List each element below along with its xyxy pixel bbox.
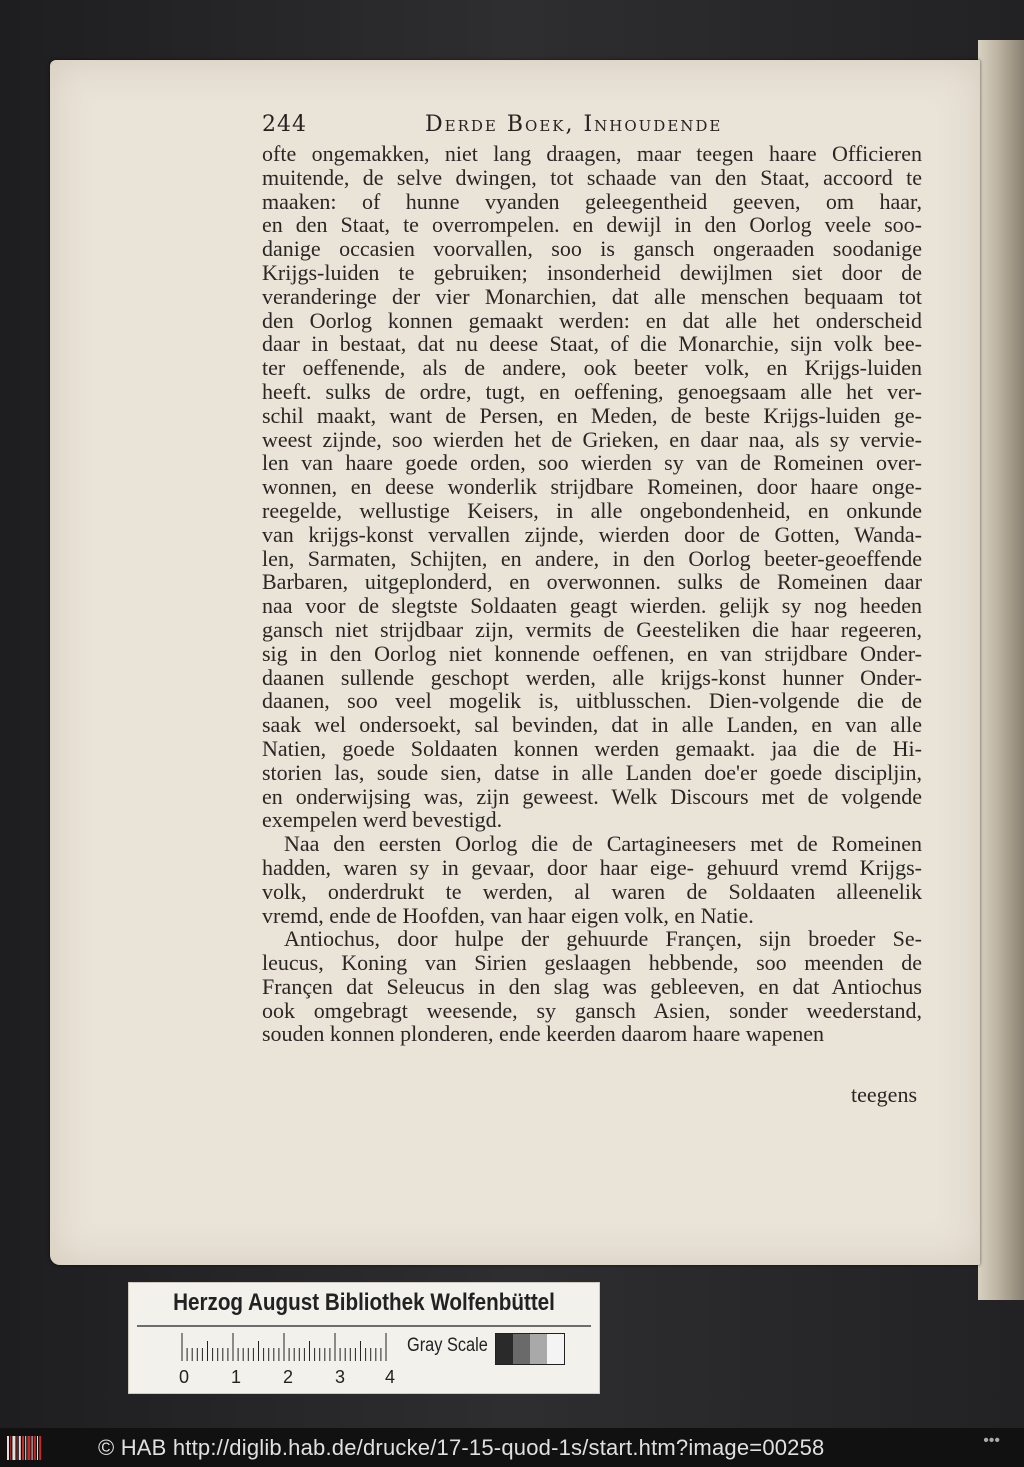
text-line: sig in den Oorlog niet konnende oeffenen, en van strijdbare Onder- (262, 640, 922, 666)
running-head (262, 112, 922, 142)
logo-bar (17, 1436, 18, 1460)
logo-bar (25, 1436, 26, 1460)
ruler-icon (181, 1333, 387, 1361)
text-line: Barbaren, uitgeplonderd, en overwonnen. sulks de Romeinen daar (262, 569, 922, 595)
ruler-number: 2 (283, 1367, 294, 1387)
text-line: muitende, de selve dwingen, tot schaade van den Staat, accoord te (262, 164, 922, 190)
text-line: hadden, waren sy in gevaar, door haar eige- gehuurd vremd Krijgs- (262, 854, 922, 880)
logo-bar (34, 1436, 36, 1460)
library-label-card (128, 1282, 600, 1394)
text-line: Natien, goede Soldaaten konnen werden gemaakt. jaa die de Hi- (262, 735, 922, 761)
text-line: en den Staat, te overrompelen. en dewijl in den Oorlog veele soo- (262, 212, 922, 238)
text-line: daanen, soo veel mogelik is, uitblusschen. Dien-volgende die de (262, 688, 922, 714)
text-line: Antiochus, door hulpe der gehuurde Françen, sijn broeder Se- (284, 926, 922, 952)
text-line: danige occasien voorvallen, soo is gansch ongeraaden soodanige (262, 236, 922, 262)
text-line: daar in bestaat, dat nu deese Staat, of die Monarchie, sijn volk bee- (262, 331, 922, 357)
logo-bar (22, 1436, 24, 1460)
ruler-number: 3 (335, 1367, 346, 1387)
catchword: teegens (851, 1082, 917, 1107)
book-spine (978, 40, 1024, 1300)
running-title: Derde Boek, Inhoudende (425, 112, 723, 137)
gray-scale-swatches (495, 1333, 565, 1365)
library-name: Herzog August Bibliothek Wolfenbüttel (173, 1289, 555, 1316)
page-number: 244 (262, 112, 307, 137)
text-line: volk, onderdrukt te werden, al waren de Soldaaten alleenelik (262, 878, 922, 904)
gray-swatch (496, 1334, 513, 1364)
text-line: daanen sullende geschopt werden, alle krijgs-konst hunner Onder- (262, 664, 922, 690)
text-line: leucus, Koning van Sirien geslaagen hebbende, soo meenden de (262, 950, 922, 976)
text-line: storien las, soude sien, datse in alle Landen doe'er goede discipljin, (262, 759, 922, 785)
text-line: reegelde, wellustige Keisers, in alle ongebondenheid, en onkunde (262, 497, 922, 523)
text-block (262, 142, 922, 1046)
text-line: saak wel ondersoekt, sal bevinden, dat in alle Landen, en van alle (262, 712, 922, 738)
text-line: weest zijnde, soo wierden het de Grieken, en daar naa, als sy vervie- (262, 426, 922, 452)
ruler-number: 1 (231, 1367, 242, 1387)
text-line: Naa den eersten Oorlog die de Cartagineesers met de Romeinen (284, 831, 922, 857)
logo-bar (39, 1436, 41, 1460)
text-line: Françen dat Seleucus in den slag was gebleeven, en dat Antiochus (262, 973, 922, 999)
text-line: len, Sarmaten, Schijten, en andere, in den Oorlog beeter-geoeffende (262, 545, 922, 571)
permalink[interactable]: © HAB http://diglib.hab.de/drucke/17-15-quod-1s/start.htm?image=00258 (98, 1435, 825, 1460)
text-line: ter oeffenende, als de andere, ook beeter volk, en Krijgs-luiden (262, 355, 922, 381)
text-line: en onderwijsing was, zijn geweest. Welk Discours met de volgende (262, 783, 922, 809)
logo-bar (19, 1436, 21, 1460)
ruler-labels (177, 1367, 407, 1389)
logo-bar (10, 1436, 11, 1460)
text-line: gansch niet strijdbaar zijn, vermits de Geesteliken die haar regeeren, (262, 616, 922, 642)
text-line: schil maakt, want de Persen, en Meden, de beste Krijgs-luiden ge- (262, 402, 922, 428)
text-line: exempelen werd bevestigd. (262, 807, 503, 833)
logo-bar (37, 1436, 38, 1460)
logo-bar (27, 1436, 30, 1460)
logo-bar (7, 1436, 9, 1460)
gray-swatch (513, 1334, 530, 1364)
text-line: veranderinge der vier Monarchien, dat alle menschen bequaam tot (262, 283, 922, 309)
text-line: len van haare goede orden, soo wierden sy van de Romeinen over- (262, 450, 922, 476)
text-line: ook omgebragt weesende, sy gansch Asien, sonder weederstand, (262, 997, 922, 1023)
logo-bar (12, 1436, 15, 1460)
text-line: maaken: of hunne vyanden geleegentheid geeven, om haar, (262, 188, 922, 214)
gray-scale-label: Gray Scale (407, 1335, 488, 1356)
gray-swatch (530, 1334, 547, 1364)
text-line: Krijgs-luiden te gebruiken; insonderheid dewijlmen siet door de (262, 259, 922, 285)
ruler-number: 0 (179, 1367, 190, 1387)
more-dots-icon[interactable]: ••• (983, 1432, 1000, 1449)
text-line: naa voor de slegtste Soldaaten geagt wierden. gelijk sy nog heeden (262, 593, 922, 619)
hab-barcode-logo-icon[interactable] (6, 1434, 46, 1462)
text-line: van krijgs-konst vervallen zijnde, wierden door de Gotten, Wanda- (262, 521, 922, 547)
text-line: ofte ongemakken, niet lang draagen, maar teegen haare Officieren (262, 141, 922, 166)
label-divider (137, 1325, 591, 1327)
text-line: vremd, ende de Hoofden, van haar eigen volk, en Natie. (262, 902, 754, 928)
logo-bar (32, 1436, 33, 1460)
ruler-number: 4 (385, 1367, 396, 1387)
text-line: den Oorlog konnen gemaakt werden: en dat alle het onderscheid (262, 307, 922, 333)
text-line: heeft. sulks de ordre, tugt, en oeffening, genoegsaam alle het ver- (262, 378, 922, 404)
gray-swatch (547, 1334, 564, 1364)
text-line: souden konnen plonderen, ende keerden daarom haare wapenen (262, 1021, 824, 1047)
text-line: wonnen, en deese wonderlik strijdbare Romeinen, door haare onge- (262, 474, 922, 500)
footer-bar (0, 1428, 1024, 1467)
